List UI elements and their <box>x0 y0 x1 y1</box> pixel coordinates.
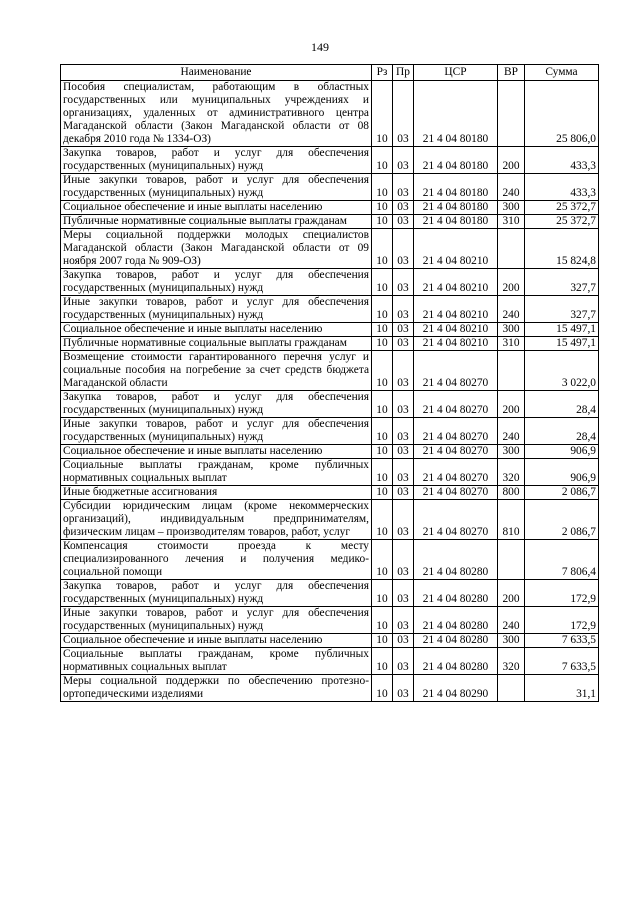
cell-rz: 10 <box>372 607 393 634</box>
cell-csr: 21 4 04 80270 <box>414 418 498 445</box>
table-row <box>61 269 599 296</box>
cell-rz: 10 <box>372 337 393 351</box>
cell-pr: 03 <box>393 81 414 147</box>
table-row <box>61 675 599 702</box>
header-pr: Пр <box>393 65 414 81</box>
cell-name: Субсидии юридическим лицам (кроме некоммерческих организаций), индивидуальным предпринимателям, физическим лицам – производителям товаров, работ, услуг <box>61 500 372 540</box>
cell-rz: 10 <box>372 675 393 702</box>
cell-sum: 172,9 <box>525 580 599 607</box>
cell-pr: 03 <box>393 174 414 201</box>
cell-sum: 433,3 <box>525 174 599 201</box>
cell-sum: 433,3 <box>525 147 599 174</box>
table-row <box>61 229 599 269</box>
cell-csr: 21 4 04 80280 <box>414 580 498 607</box>
table-row <box>61 607 599 634</box>
cell-csr: 21 4 04 80270 <box>414 391 498 418</box>
cell-vr <box>498 81 525 147</box>
cell-pr: 03 <box>393 486 414 500</box>
cell-csr: 21 4 04 80270 <box>414 486 498 500</box>
cell-vr <box>498 351 525 391</box>
cell-name: Закупка товаров, работ и услуг для обеспечения государственных (муниципальных) нужд <box>61 269 372 296</box>
header-rz: Рз <box>372 65 393 81</box>
cell-sum: 7 806,4 <box>525 540 599 580</box>
cell-pr: 03 <box>393 418 414 445</box>
cell-rz: 10 <box>372 215 393 229</box>
table-row <box>61 540 599 580</box>
cell-vr: 810 <box>498 500 525 540</box>
cell-sum: 2 086,7 <box>525 500 599 540</box>
cell-rz: 10 <box>372 580 393 607</box>
cell-sum: 3 022,0 <box>525 351 599 391</box>
table-row <box>61 459 599 486</box>
cell-csr: 21 4 04 80210 <box>414 229 498 269</box>
cell-csr: 21 4 04 80280 <box>414 540 498 580</box>
cell-name: Социальные выплаты гражданам, кроме публичных нормативных социальных выплат <box>61 648 372 675</box>
table-row <box>61 486 599 500</box>
cell-pr: 03 <box>393 580 414 607</box>
cell-name: Закупка товаров, работ и услуг для обеспечения государственных (муниципальных) нужд <box>61 391 372 418</box>
cell-rz: 10 <box>372 269 393 296</box>
budget-table <box>60 64 599 702</box>
cell-name: Социальное обеспечение и иные выплаты населению <box>61 634 372 648</box>
table-row <box>61 81 599 147</box>
cell-name: Социальное обеспечение и иные выплаты населению <box>61 323 372 337</box>
cell-name: Иные закупки товаров, работ и услуг для обеспечения государственных (муниципальных) нужд <box>61 296 372 323</box>
cell-pr: 03 <box>393 229 414 269</box>
cell-rz: 10 <box>372 147 393 174</box>
cell-vr: 200 <box>498 580 525 607</box>
cell-vr: 310 <box>498 337 525 351</box>
table-row <box>61 418 599 445</box>
cell-name: Иные закупки товаров, работ и услуг для обеспечения государственных (муниципальных) нужд <box>61 607 372 634</box>
cell-rz: 10 <box>372 540 393 580</box>
table-row <box>61 648 599 675</box>
cell-pr: 03 <box>393 500 414 540</box>
cell-csr: 21 4 04 80270 <box>414 500 498 540</box>
cell-csr: 21 4 04 80280 <box>414 607 498 634</box>
table-row <box>61 201 599 215</box>
cell-name: Иные закупки товаров, работ и услуг для обеспечения государственных (муниципальных) нужд <box>61 418 372 445</box>
cell-csr: 21 4 04 80180 <box>414 81 498 147</box>
cell-pr: 03 <box>393 323 414 337</box>
cell-rz: 10 <box>372 323 393 337</box>
cell-pr: 03 <box>393 337 414 351</box>
cell-pr: 03 <box>393 201 414 215</box>
cell-csr: 21 4 04 80270 <box>414 445 498 459</box>
cell-pr: 03 <box>393 391 414 418</box>
cell-name: Меры социальной поддержки молодых специалистов Магаданской области (Закон Магаданской области от 09 ноября 2007 года № 909-ОЗ) <box>61 229 372 269</box>
cell-vr: 320 <box>498 459 525 486</box>
table-row <box>61 337 599 351</box>
cell-rz: 10 <box>372 445 393 459</box>
cell-csr: 21 4 04 80290 <box>414 675 498 702</box>
cell-vr <box>498 540 525 580</box>
cell-name: Иные бюджетные ассигнования <box>61 486 372 500</box>
cell-pr: 03 <box>393 675 414 702</box>
cell-csr: 21 4 04 80210 <box>414 323 498 337</box>
cell-sum: 906,9 <box>525 445 599 459</box>
cell-sum: 31,1 <box>525 675 599 702</box>
cell-csr: 21 4 04 80180 <box>414 174 498 201</box>
cell-pr: 03 <box>393 648 414 675</box>
cell-csr: 21 4 04 80210 <box>414 269 498 296</box>
cell-rz: 10 <box>372 391 393 418</box>
cell-sum: 15 497,1 <box>525 323 599 337</box>
cell-rz: 10 <box>372 201 393 215</box>
cell-rz: 10 <box>372 486 393 500</box>
cell-name: Социальное обеспечение и иные выплаты населению <box>61 445 372 459</box>
cell-vr: 320 <box>498 648 525 675</box>
header-vr: ВР <box>498 65 525 81</box>
cell-sum: 15 497,1 <box>525 337 599 351</box>
table-row <box>61 580 599 607</box>
cell-vr: 300 <box>498 201 525 215</box>
cell-rz: 10 <box>372 648 393 675</box>
table-row <box>61 215 599 229</box>
cell-csr: 21 4 04 80280 <box>414 648 498 675</box>
cell-name: Иные закупки товаров, работ и услуг для обеспечения государственных (муниципальных) нужд <box>61 174 372 201</box>
cell-csr: 21 4 04 80210 <box>414 296 498 323</box>
cell-vr <box>498 675 525 702</box>
cell-rz: 10 <box>372 418 393 445</box>
header-name: Наименование <box>61 65 372 81</box>
cell-vr: 300 <box>498 634 525 648</box>
cell-csr: 21 4 04 80210 <box>414 337 498 351</box>
cell-rz: 10 <box>372 351 393 391</box>
cell-name: Публичные нормативные социальные выплаты гражданам <box>61 215 372 229</box>
cell-pr: 03 <box>393 296 414 323</box>
cell-csr: 21 4 04 80180 <box>414 215 498 229</box>
cell-rz: 10 <box>372 229 393 269</box>
cell-vr: 200 <box>498 147 525 174</box>
cell-vr: 240 <box>498 174 525 201</box>
cell-sum: 327,7 <box>525 296 599 323</box>
cell-sum: 2 086,7 <box>525 486 599 500</box>
cell-csr: 21 4 04 80180 <box>414 147 498 174</box>
cell-name: Публичные нормативные социальные выплаты гражданам <box>61 337 372 351</box>
cell-sum: 15 824,8 <box>525 229 599 269</box>
cell-vr <box>498 229 525 269</box>
cell-rz: 10 <box>372 296 393 323</box>
cell-vr: 300 <box>498 445 525 459</box>
header-sum: Сумма <box>525 65 599 81</box>
table-row <box>61 634 599 648</box>
cell-rz: 10 <box>372 459 393 486</box>
cell-vr: 240 <box>498 607 525 634</box>
header-csr: ЦСР <box>414 65 498 81</box>
table-row <box>61 500 599 540</box>
table-row <box>61 391 599 418</box>
cell-name: Меры социальной поддержки по обеспечению протезно-ортопедическими изделиями <box>61 675 372 702</box>
cell-sum: 28,4 <box>525 418 599 445</box>
cell-name: Закупка товаров, работ и услуг для обеспечения государственных (муниципальных) нужд <box>61 580 372 607</box>
table-row <box>61 147 599 174</box>
cell-csr: 21 4 04 80270 <box>414 351 498 391</box>
cell-pr: 03 <box>393 351 414 391</box>
cell-pr: 03 <box>393 147 414 174</box>
table-row <box>61 351 599 391</box>
cell-sum: 25 372,7 <box>525 215 599 229</box>
cell-pr: 03 <box>393 540 414 580</box>
cell-sum: 28,4 <box>525 391 599 418</box>
cell-vr: 200 <box>498 269 525 296</box>
cell-sum: 25 806,0 <box>525 81 599 147</box>
cell-sum: 172,9 <box>525 607 599 634</box>
table-row <box>61 323 599 337</box>
cell-csr: 21 4 04 80270 <box>414 459 498 486</box>
table-row <box>61 174 599 201</box>
cell-sum: 7 633,5 <box>525 648 599 675</box>
cell-sum: 327,7 <box>525 269 599 296</box>
cell-sum: 25 372,7 <box>525 201 599 215</box>
cell-name: Пособия специалистам, работающим в областных государственных или муниципальных учреждениях и организациях, удаленных от административного центра Магаданской области (Закон Магаданской области от 08 декабря 2010 года № 1334-ОЗ) <box>61 81 372 147</box>
cell-name: Закупка товаров, работ и услуг для обеспечения государственных (муниципальных) нужд <box>61 147 372 174</box>
cell-name: Возмещение стоимости гарантированного перечня услуг и социальные пособия на погребение за счет средств бюджета Магаданской области <box>61 351 372 391</box>
cell-vr: 300 <box>498 323 525 337</box>
cell-name: Социальное обеспечение и иные выплаты населению <box>61 201 372 215</box>
table-header-row <box>61 65 599 81</box>
cell-csr: 21 4 04 80180 <box>414 201 498 215</box>
cell-rz: 10 <box>372 634 393 648</box>
cell-vr: 200 <box>498 391 525 418</box>
cell-pr: 03 <box>393 269 414 296</box>
table-row <box>61 445 599 459</box>
cell-name: Социальные выплаты гражданам, кроме публичных нормативных социальных выплат <box>61 459 372 486</box>
cell-vr: 240 <box>498 296 525 323</box>
cell-pr: 03 <box>393 459 414 486</box>
page-number: 149 <box>311 40 329 54</box>
cell-pr: 03 <box>393 607 414 634</box>
cell-csr: 21 4 04 80280 <box>414 634 498 648</box>
cell-pr: 03 <box>393 215 414 229</box>
cell-vr: 800 <box>498 486 525 500</box>
cell-rz: 10 <box>372 174 393 201</box>
cell-vr: 240 <box>498 418 525 445</box>
cell-pr: 03 <box>393 634 414 648</box>
cell-sum: 7 633,5 <box>525 634 599 648</box>
cell-rz: 10 <box>372 500 393 540</box>
cell-rz: 10 <box>372 81 393 147</box>
cell-vr: 310 <box>498 215 525 229</box>
cell-pr: 03 <box>393 445 414 459</box>
cell-name: Компенсация стоимости проезда к месту специализированного лечения и получения медико-социальной помощи <box>61 540 372 580</box>
table-row <box>61 296 599 323</box>
cell-sum: 906,9 <box>525 459 599 486</box>
